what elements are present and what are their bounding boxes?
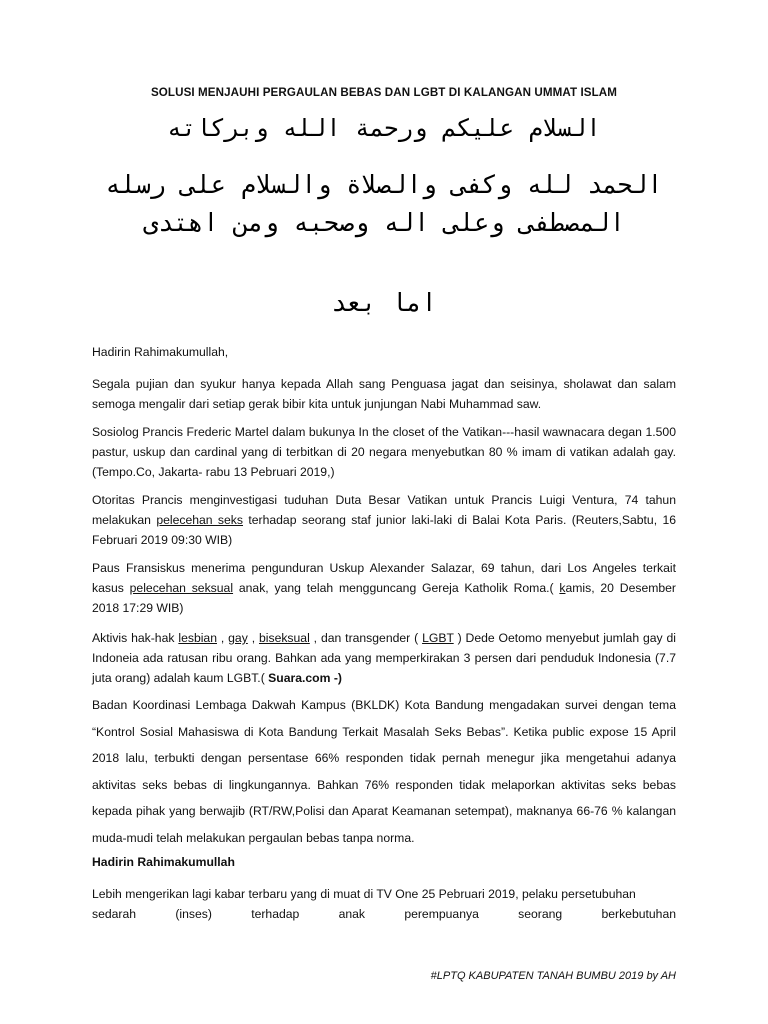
p4-text-middle: anak, yang telah mengguncang Gereja Katholik Roma.( [233,581,560,595]
bishop-paragraph [92,558,676,618]
arabic-hamdalah: الحمد لله وكفى والصلاة والسلام على رسله المصطفى وعلى اله وصحبه ومن اهتدى [105,170,663,237]
inses-paragraph [92,884,676,924]
p4-text-after: amis, 20 Desember 2018 17:29 WIB) [92,581,676,615]
opening-paragraph: Segala pujian dan syukur hanya kepada Allah sang Penguasa jagat dan seisinya, sholawat dan salam semoga mengalir dari setiap gerak bibir kita untuk junjungan Nabi Muhammad saw. [92,377,676,411]
greeting-heading: Hadirin Rahimakumullah [92,855,235,869]
p5-text-1: Aktivis hak-hak [92,631,179,645]
p5-text-3: , [247,631,259,645]
arabic-salam: السلام عليكم ورحمة الله وبركاته [167,114,601,142]
word-terhadap: terhadap [251,907,300,921]
page-footer: #LPTQ KABUPATEN TANAH BUMBU 2019 by AH [430,970,676,982]
suara-source: Suara.com -) [268,671,342,685]
kamis-link[interactable]: k [559,581,566,595]
word-inses: (inses) [175,907,212,921]
vatican-ambassador-paragraph [92,490,676,550]
lgbt-link[interactable]: LGBT [422,631,454,645]
lesbian-link[interactable]: lesbian [178,631,217,645]
word-seorang: seorang [518,907,563,921]
p5-text-5: ) Dede Oetomo menyebut jumlah gay di Indoneia ada ratusan ribu orang. Bahkan ada yang memperkirakan 3 persen dari penduduk Indonesia (7.7 juta orang) adalah kaum LGBT.( [92,631,677,685]
p5-text-4: , dan transgender ( [309,631,423,645]
greeting-paragraph: Hadirin Rahimakumullah, [92,345,229,359]
inses-line-2 [92,904,676,924]
p3-text-before: Otoritas Prancis menginvestigasi tuduhan Duta Besar Vatikan untuk Prancis Luigi Ventura, 74 tahun melakukan [92,493,676,527]
word-perempuanya: perempuanya [404,907,479,921]
gay-link[interactable]: gay [228,631,248,645]
document-title: SOLUSI MENJAUHI PERGAULAN BEBAS DAN LGBT DI KALANGAN UMMAT ISLAM [150,86,618,99]
p5-text-2: , [216,631,229,645]
word-berkebutuhan: berkebutuhan [601,907,676,921]
p4-text-before: Paus Fransiskus menerima pengunduran Uskup Alexander Salazar, 69 tahun, dari Los Angeles terkait kasus [92,561,676,595]
biseksual-link[interactable]: biseksual [258,631,310,645]
martel-paragraph: Sosiolog Prancis Frederic Martel dalam bukunya In the closet of the Vatikan---hasil wawnacara degan 1.500 pastur, uskup dan cardinal yang di terbitkan di 20 negara menyebutkan 80 % imam di vatikan adalah gay. (Tempo.Co, Jakarta- rabu 13 Pebruari 2019,) [92,425,676,479]
p3-text-after: terhadap seorang staf junior laki-laki di Balai Kota Paris. (Reuters,Sabtu, 16 Februari 2019 09:30 WIB) [92,513,676,547]
arabic-amma-bad: اما بعد [331,288,437,317]
lgbt-paragraph [92,628,676,688]
bkldk-survey-paragraph: Badan Koordinasi Lembaga Dakwah Kampus (BKLDK) Kota Bandung mengadakan survei dengan tema “Kontrol Sosial Mahasiswa di Kota Bandung Terkait Masalah Seks Bebas”. Ketika public expose 15 April 2018 lalu, terbukti dengan persentase 66% responden tidak pernah menegur jika mengetahui adanya aktivitas seks bebas di lingkungannya. Bahkan 76% responden tidak melaporkan aktivitas seks bebas kepada pihak yang berwajib (RT/RW,Polisi dan Aparat Keamanan setempat), maknanya 66-76 % kalangan muda-mudi telah melakukan pergaulan bebas tanpa norma. [92,698,676,845]
document-page [92,0,676,1024]
pelecehan-seksual-link[interactable]: pelecehan seksual [129,581,234,595]
pelecehan-seks-link[interactable]: pelecehan seks [156,513,243,527]
word-anak: anak [338,907,366,921]
word-sedarah: sedarah [92,907,137,921]
inses-line-1: Lebih mengerikan lagi kabar terbaru yang di muat di TV One 25 Pebruari 2019, pelaku persetubuhan [92,887,636,901]
